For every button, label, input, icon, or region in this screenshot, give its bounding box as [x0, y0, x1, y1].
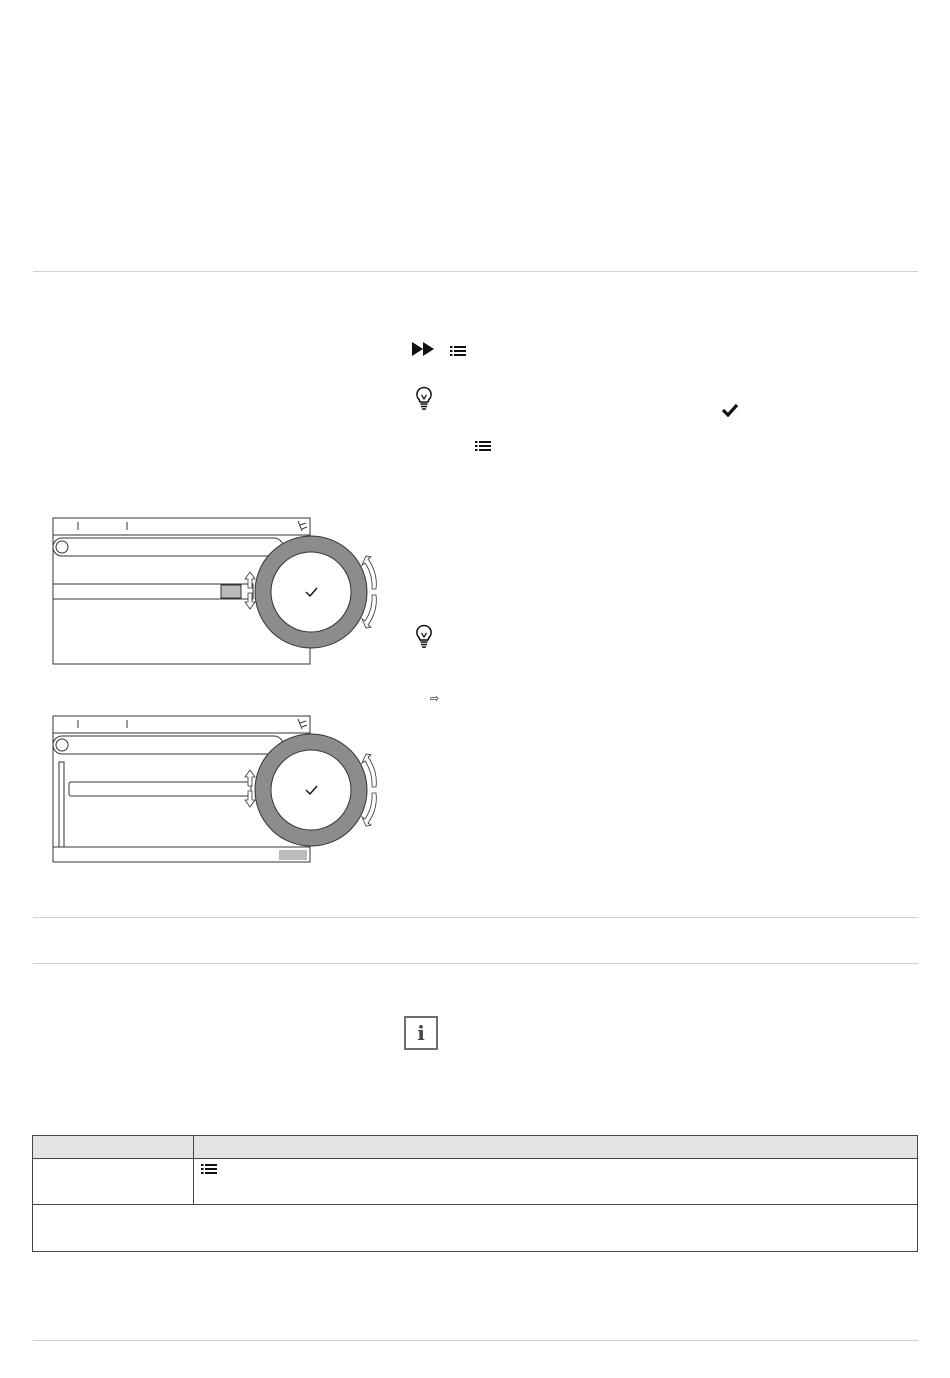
- data-table: [32, 1135, 918, 1252]
- checkmark-icon: [721, 403, 739, 417]
- control-panel-illustration-1: [50, 515, 390, 670]
- middle-divider-1: [33, 917, 918, 918]
- right-arrow-icon: ⇨: [430, 693, 440, 705]
- header-cell: [194, 1136, 917, 1158]
- table-cell: [194, 1159, 917, 1204]
- info-letter: i: [417, 1021, 425, 1045]
- table-cell: [33, 1159, 194, 1204]
- fast-forward-icon: [412, 342, 436, 356]
- rotary-knob: [255, 536, 367, 648]
- info-icon: [404, 1016, 438, 1050]
- bottom-divider: [33, 1340, 918, 1341]
- menu-list-icon: [475, 441, 491, 451]
- table-header: [33, 1136, 917, 1159]
- rotary-knob: [255, 734, 367, 846]
- table-footer: [33, 1205, 917, 1251]
- control-panel-illustration-2: [50, 713, 390, 868]
- table-row: [33, 1159, 917, 1205]
- middle-divider-2: [33, 963, 918, 964]
- top-divider: [33, 271, 918, 272]
- menu-list-icon: [450, 346, 466, 356]
- lightbulb-icon: [414, 624, 434, 648]
- menu-list-icon: [201, 1164, 217, 1174]
- lightbulb-icon: [414, 386, 434, 410]
- header-cell: [33, 1136, 194, 1158]
